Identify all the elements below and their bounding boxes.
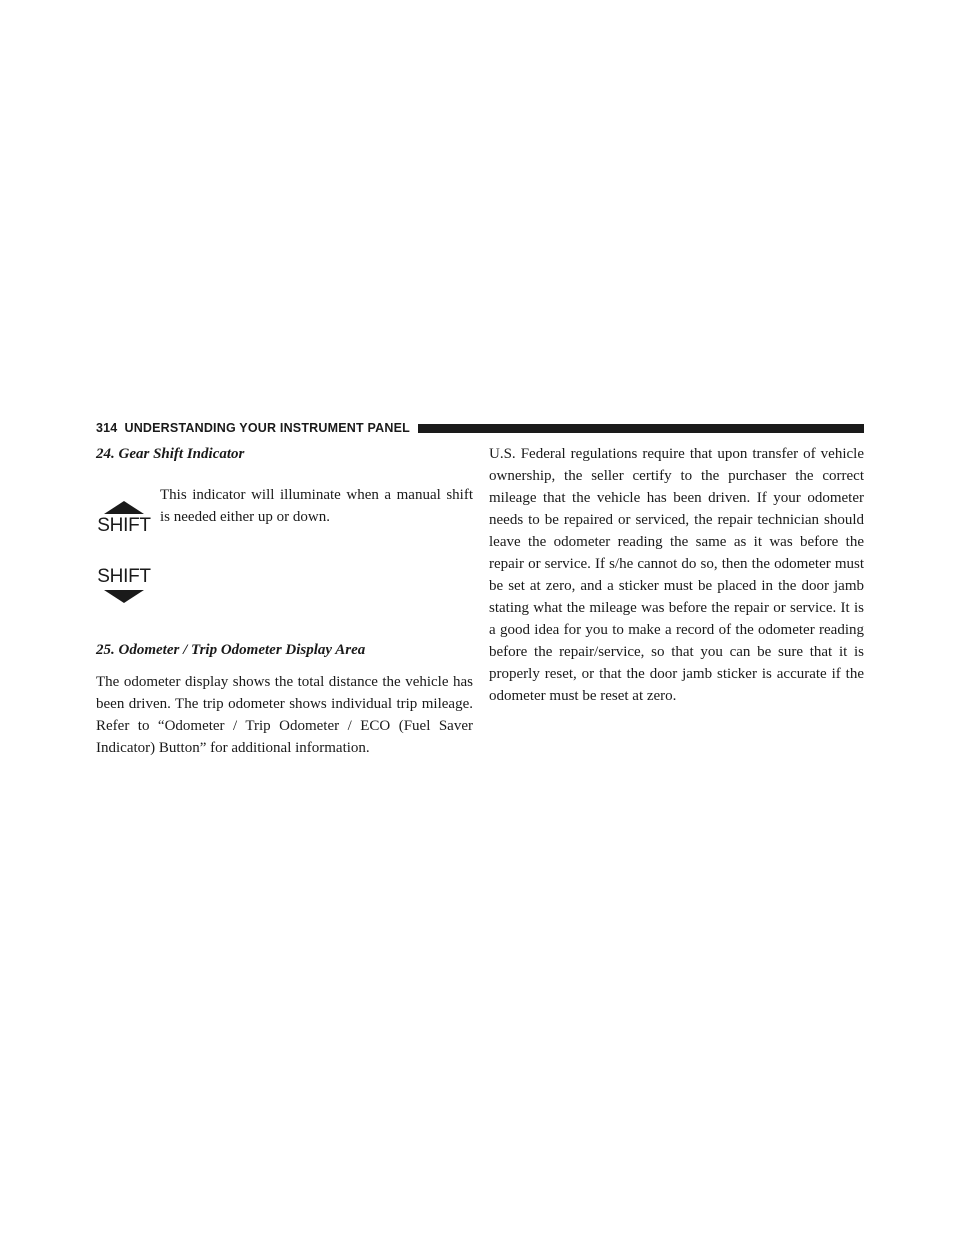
odometer-display-heading: 25. Odometer / Trip Odometer Display Area: [96, 642, 366, 658]
gear-shift-indicator-heading: 24. Gear Shift Indicator: [96, 446, 245, 462]
shift-down-icon: [96, 567, 152, 603]
left-column: [96, 443, 473, 759]
section-title: UNDERSTANDING YOUR INSTRUMENT PANEL: [124, 421, 410, 435]
shift-down-label: SHIFT: [97, 566, 151, 587]
page-header: [96, 418, 864, 438]
gear-shift-indicator-block: [96, 465, 473, 615]
right-column: [489, 443, 864, 707]
federal-regulations-text: U.S. Federal regulations require that upon transfer of vehicle ownership, the seller certify to the purchaser the correct mileage that the vehicle has been driven. If your odometer needs to be repaired or serviced, the repair technician should leave the odometer reading the same as it was before the repair or service. If s/he cannot do so, then the odometer must be set at zero, and a sticker must be placed in the door jamb stating what the mileage was before the repair or service. It is a good idea for you to make a record of the odometer reading before the repair/service, so that you can be sure that it is properly reset, or that the door jamb sticker is accurate if the odometer must be reset at zero.: [489, 446, 864, 704]
page-number: 314: [96, 421, 118, 435]
shift-up-icon: [96, 501, 152, 536]
up-arrow-icon: [104, 501, 144, 514]
header-rule: [418, 424, 864, 433]
gear-shift-indicator-text: This indicator will illuminate when a manual shift is needed either up or down.: [160, 487, 473, 525]
shift-up-label: SHIFT: [97, 515, 151, 536]
down-arrow-icon: [104, 590, 144, 603]
odometer-display-text: The odometer display shows the total distance the vehicle has been driven. The trip odometer shows individual trip mileage. Refer to “Odometer / Trip Odometer / ECO (Fuel Saver Indicator) Button” for additional information.: [96, 674, 473, 756]
